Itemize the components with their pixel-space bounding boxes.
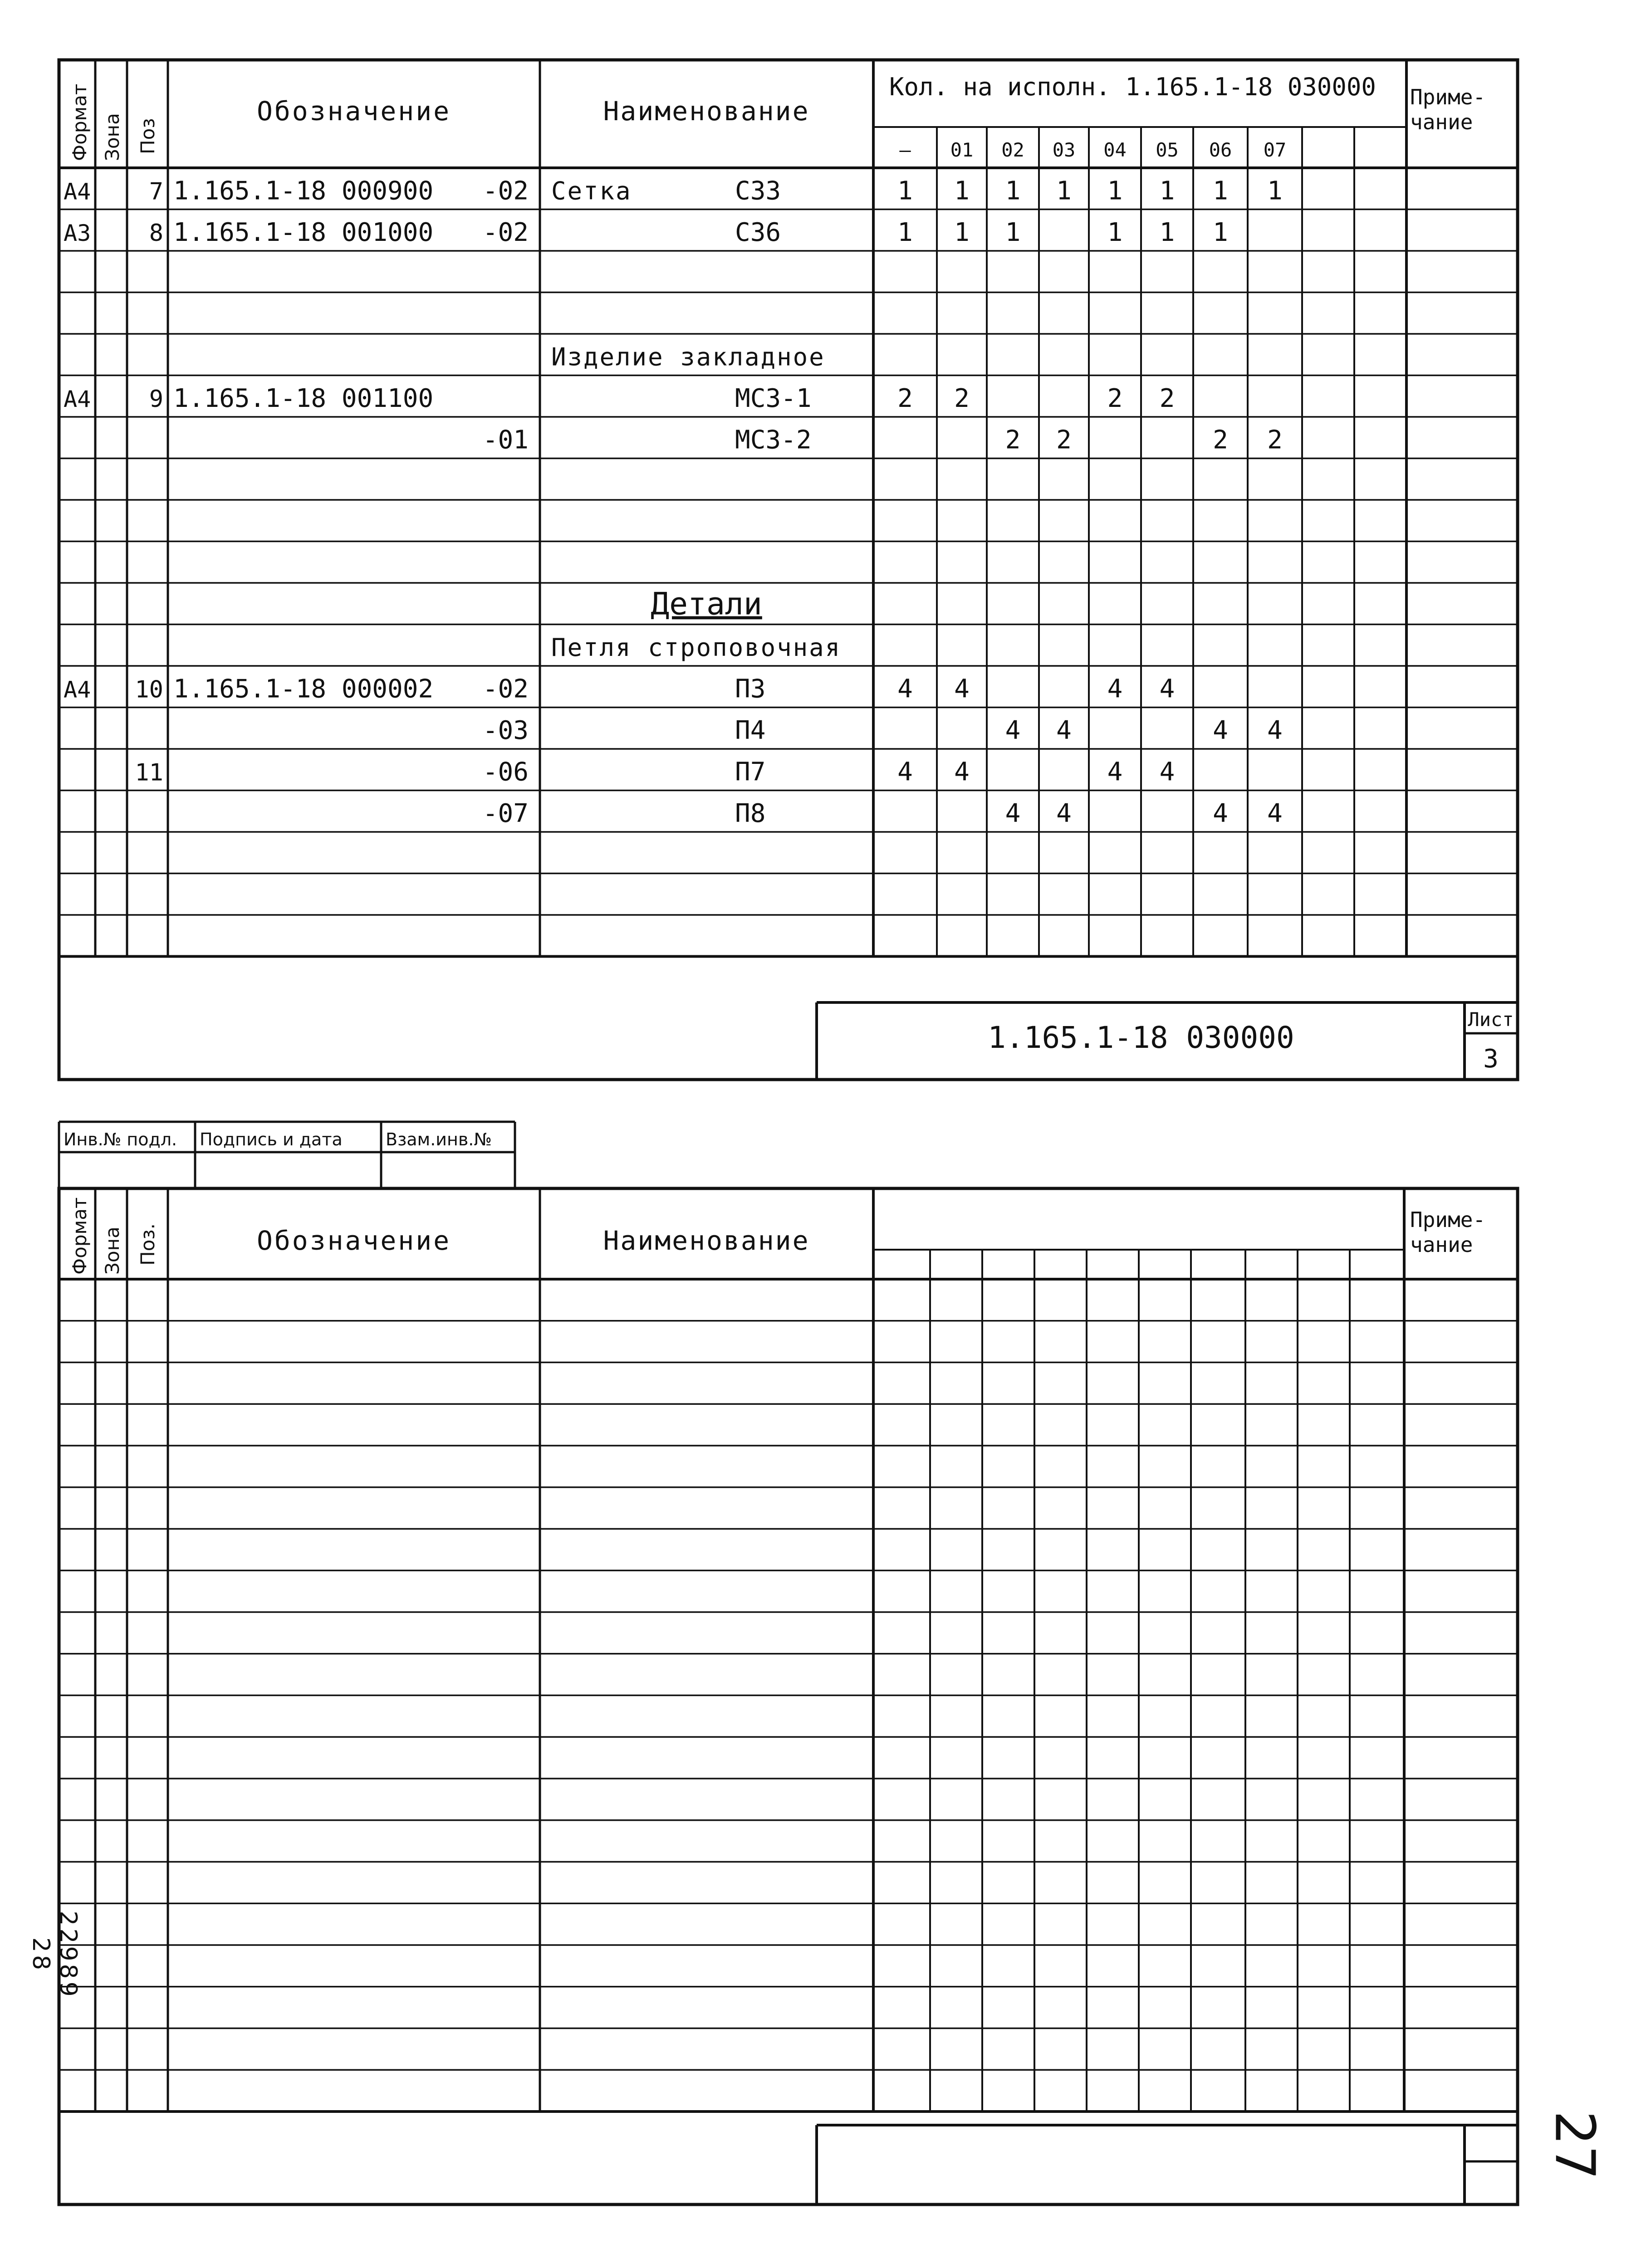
cell-qty: 4	[1005, 716, 1021, 745]
header-name: Наименование	[603, 1225, 810, 1256]
cell-designation: 1.165.1-18 001100	[173, 384, 434, 413]
header-qty-title: Кол. на исполн. 1.165.1-18 030000	[889, 73, 1376, 101]
cell-suffix: -02	[482, 176, 529, 206]
cell-qty: 4	[1159, 674, 1175, 704]
cell-designation: 1.165.1-18 000900	[173, 176, 434, 206]
header-note: Приме-	[1410, 1207, 1486, 1232]
stamp-label-replace: Взам.инв.№	[386, 1129, 492, 1149]
stamp-label-signature: Подпись и дата	[200, 1129, 343, 1149]
cell-qty: 4	[1107, 674, 1123, 704]
cell-pos: 7	[149, 178, 163, 205]
sheet-2-frame	[59, 1188, 1518, 2204]
document-code: 1.165.1-18 030000	[988, 1020, 1294, 1055]
header-format: Формат	[69, 83, 91, 161]
cell-qty: 4	[1056, 716, 1072, 745]
cell-qty: 4	[954, 757, 970, 787]
header-format: Формат	[69, 1197, 91, 1275]
cell-qty: 1	[897, 218, 913, 247]
variant-label: 04	[1103, 139, 1127, 161]
cell-suffix: -02	[482, 218, 529, 247]
header-name: Наименование	[603, 96, 810, 127]
cell-pos: 11	[135, 759, 163, 787]
cell-qty: 2	[1159, 384, 1175, 413]
variant-label: 02	[1001, 139, 1024, 161]
cell-qty: 1	[1107, 218, 1123, 247]
archive-number: 22989 28	[27, 1911, 82, 1999]
cell-qty: 4	[1107, 757, 1123, 787]
cell-qty: 4	[1213, 716, 1228, 745]
cell-qty: 2	[897, 384, 913, 413]
cell-qty: 1	[1159, 218, 1175, 247]
section-heading: Детали	[651, 586, 762, 622]
cell-qty: 4	[1267, 799, 1283, 828]
cell-qty: 1	[954, 218, 970, 247]
cell-name-mark: П3	[735, 674, 766, 704]
variant-label: 01	[950, 139, 974, 161]
cell-qty: 4	[1267, 716, 1283, 745]
stamp-label-inv: Инв.№ подл.	[64, 1129, 177, 1149]
header-pos: Поз.	[137, 1223, 159, 1266]
variant-label: 03	[1052, 139, 1076, 161]
cell-qty: 1	[1213, 218, 1228, 247]
cell-name-mark: МС3-1	[735, 384, 812, 413]
cell-qty: 1	[1267, 176, 1283, 206]
cell-pos: 10	[135, 676, 163, 704]
cell-qty: 1	[1213, 176, 1228, 206]
cell-name: Сетка	[551, 176, 632, 205]
cell-qty: 4	[1213, 799, 1228, 828]
header-zone: Зона	[101, 113, 123, 161]
cell-pos: 8	[149, 220, 163, 247]
cell-qty: 1	[954, 176, 970, 206]
sheet-2	[59, 1122, 1518, 2204]
header-designation: Обозначение	[256, 1225, 451, 1256]
variant-label: —	[899, 139, 911, 161]
cell-qty: 1	[1005, 218, 1021, 247]
cell-qty: 4	[1159, 757, 1175, 787]
header-note: чание	[1410, 110, 1473, 134]
variant-label: 05	[1156, 139, 1179, 161]
cell-name-mark: П7	[735, 757, 766, 787]
header-note: Приме-	[1410, 85, 1486, 109]
sheet-label: Лист	[1468, 1008, 1514, 1031]
cell-qty: 2	[1213, 425, 1228, 455]
cell-qty: 1	[897, 176, 913, 206]
cell-name: Петля строповочная	[551, 633, 842, 662]
sheet-number: 3	[1483, 1044, 1499, 1074]
header-note: чание	[1410, 1232, 1473, 1257]
cell-qty: 4	[897, 674, 913, 704]
cell-format: А3	[64, 220, 91, 246]
cell-pos: 9	[149, 386, 163, 413]
cell-name-mark: С36	[735, 218, 781, 247]
cell-qty: 4	[1005, 799, 1021, 828]
cell-name-mark: МС3-2	[735, 425, 812, 455]
page-number: 27	[1543, 2111, 1606, 2180]
cell-qty: 2	[954, 384, 970, 413]
cell-qty: 1	[1005, 176, 1021, 206]
header-designation: Обозначение	[256, 96, 451, 127]
cell-qty: 2	[1005, 425, 1021, 455]
cell-name-mark: П8	[735, 799, 766, 828]
cell-qty: 1	[1159, 176, 1175, 206]
cell-name-mark: С33	[735, 176, 781, 206]
header-zone: Зона	[101, 1227, 123, 1275]
sheet-1	[59, 60, 1518, 1080]
cell-qty: 2	[1107, 384, 1123, 413]
cell-qty: 1	[1056, 176, 1072, 206]
cell-suffix: -02	[482, 674, 529, 704]
cell-qty: 4	[1056, 799, 1072, 828]
cell-designation: 1.165.1-18 000002	[173, 674, 434, 704]
header-pos: Поз	[137, 118, 159, 154]
cell-suffix: -06	[482, 757, 529, 787]
cell-qty: 2	[1056, 425, 1072, 455]
variant-label: 06	[1209, 139, 1232, 161]
cell-name: Изделие закладное	[551, 342, 825, 371]
cell-qty: 4	[897, 757, 913, 787]
variant-label: 07	[1263, 139, 1287, 161]
cell-format: А4	[64, 178, 91, 205]
cell-suffix: -07	[482, 799, 529, 828]
cell-qty: 1	[1107, 176, 1123, 206]
cell-suffix: -01	[482, 425, 529, 455]
cell-format: А4	[64, 676, 91, 703]
cell-name-mark: П4	[735, 716, 766, 745]
cell-suffix: -03	[482, 716, 529, 745]
cell-qty: 4	[954, 674, 970, 704]
cell-designation: 1.165.1-18 001000	[173, 218, 434, 247]
sheet-1-frame	[59, 60, 1518, 1080]
cell-qty: 2	[1267, 425, 1283, 455]
cell-format: А4	[64, 386, 91, 412]
